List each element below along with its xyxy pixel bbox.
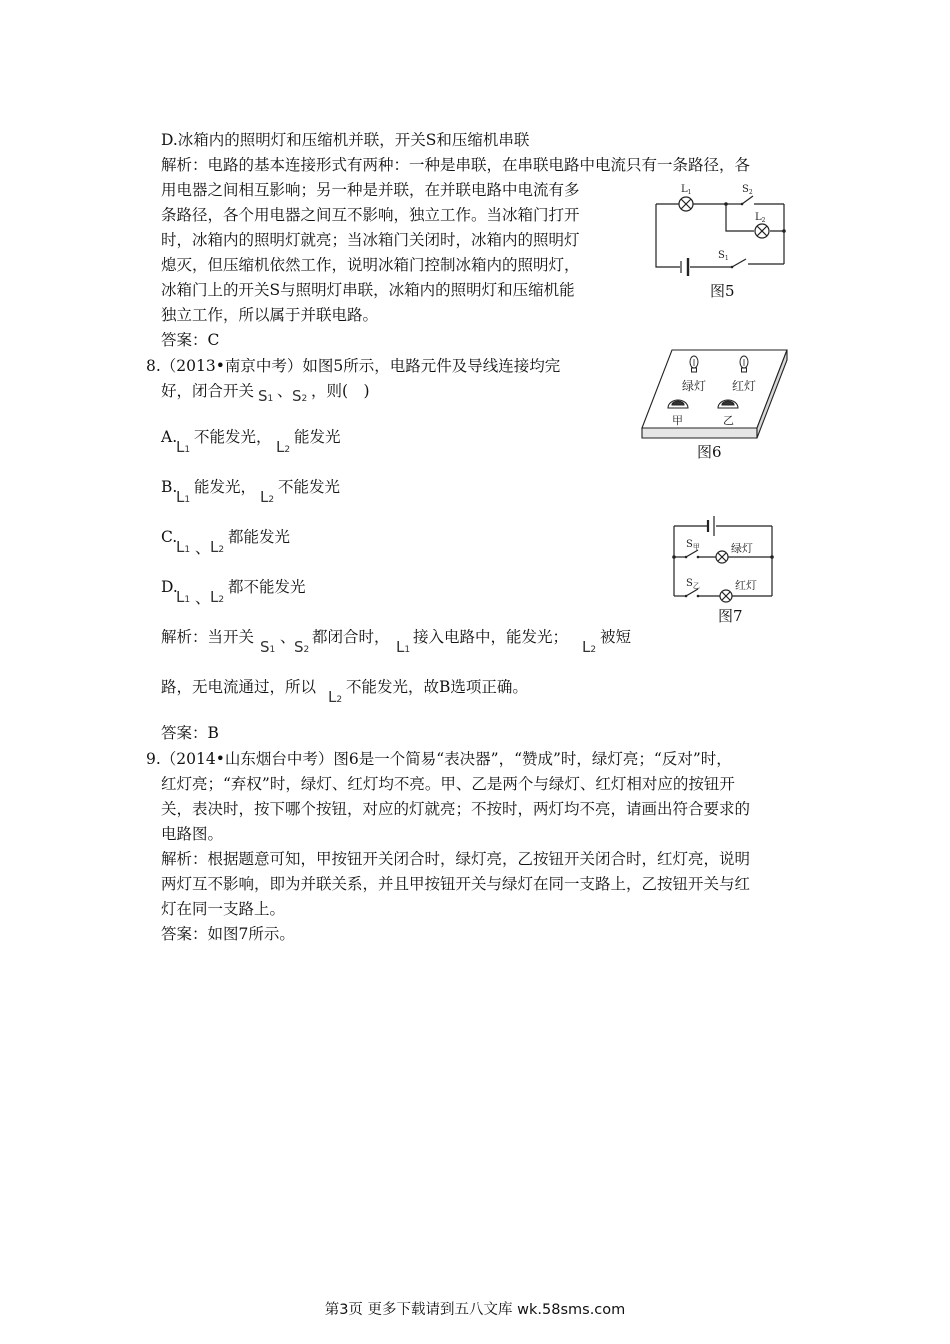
figure-7-circuit <box>668 512 778 604</box>
q9-stem-line-1: 9.（2014•山东烟台中考）图6是一个简易“表决器”，“赞成”时，绿灯亮；“反对”时， <box>146 750 732 768</box>
q8-option-d-label: D. <box>161 578 178 596</box>
q9-stem-line-3: 关，表决时，按下哪个按钮，对应的灯就亮；不按时，两灯均不亮，请画出符合要求的 <box>161 800 751 818</box>
q8-option-a-text-1: 不能发光， <box>194 428 272 446</box>
q9-analysis-line-2: 两灯互不影响，即为并联关系，并且甲按钮开关与绿灯在同一支路上，乙按钮开关与红 <box>161 875 751 893</box>
q8-option-a-label: A. <box>161 428 178 446</box>
symbol-L2: L2 <box>276 438 291 456</box>
q7-analysis-line-5: 熄灭，但压缩机依然工作，说明冰箱门控制冰箱内的照明灯， <box>161 256 580 274</box>
q8-option-d-separator: 、 <box>195 589 211 607</box>
fig5-label-L2: $L_2$ <box>755 212 766 224</box>
q8-analysis-e: 被短 <box>600 628 632 646</box>
q8-option-b-label: B. <box>161 478 178 496</box>
q7-analysis-line-6: 冰箱门上的开关S与照明灯串联，冰箱内的照明灯和压缩机能 <box>161 281 575 299</box>
figure-6-caption: 图6 <box>697 443 722 461</box>
symbol-S1: S1 <box>260 638 276 656</box>
q8-option-b-text-1: 能发光， <box>194 478 257 496</box>
fig6-green-label: 绿灯 <box>682 379 707 393</box>
figure-6-diagram <box>638 344 790 444</box>
fig6-red-label: 红灯 <box>732 379 757 393</box>
symbol-L2: L2 <box>210 538 225 556</box>
q9-stem-line-2: 红灯亮；“弃权”时，绿灯、红灯均不亮。甲、乙是两个与绿灯、红灯相对应的按钮开 <box>161 775 735 793</box>
q8-analysis-line2-b: 不能发光，故B选项正确。 <box>346 678 528 696</box>
fig6-button-a-label: 甲 <box>672 414 683 427</box>
fig6-button-b-label: 乙 <box>723 414 734 427</box>
q7-option-d: D.冰箱内的照明灯和压缩机并联，开关S和压缩机串联 <box>161 131 530 149</box>
fig7-label-S-jia: $S_甲$ <box>686 539 700 551</box>
q7-analysis-line-1: 解析：电路的基本连接形式有两种：一种是串联，在串联电路中电流只有一条路径，各 <box>161 156 751 174</box>
fig5-label-S1: $S_1$ <box>718 250 729 262</box>
figure-6-voting-board <box>638 344 790 444</box>
symbol-L1: L1 <box>176 538 191 556</box>
q8-stem-line-1: 8.（2013•南京中考）如图5所示，电路元件及导线连接均完 <box>146 357 561 375</box>
q8-stem-line-2c: ，则( ) <box>311 382 370 400</box>
q8-option-c-text: 都能发光 <box>228 528 291 546</box>
symbol-L2: L2 <box>328 688 343 706</box>
fig7-label-S-yi: $S_乙$ <box>686 578 700 590</box>
figure-5-diagram <box>650 182 790 277</box>
q8-analysis-d: 接入电路中，能发光； <box>413 628 569 646</box>
q8-answer: 答案：B <box>161 724 219 742</box>
symbol-L1: L1 <box>176 438 191 456</box>
q9-answer: 答案：如图7所示。 <box>161 925 295 943</box>
q9-analysis-line-1: 解析：根据题意可知，甲按钮开关闭合时，绿灯亮，乙按钮开关闭合时，红灯亮，说明 <box>161 850 751 868</box>
q8-option-a-text-2: 能发光 <box>294 428 341 446</box>
fig5-label-L1: $L_1$ <box>681 184 692 196</box>
symbol-L2: L2 <box>210 588 225 606</box>
q8-option-d-text: 都不能发光 <box>228 578 306 596</box>
q9-stem-line-4: 电路图。 <box>161 825 224 843</box>
q8-option-c-label: C. <box>161 528 178 546</box>
page-footer: 第3页 更多下载请到五八文库 wk.58sms.com <box>324 1302 626 1318</box>
q8-stem-line-2a: 好，闭合开关 <box>161 382 255 400</box>
symbol-L2: L2 <box>582 638 597 656</box>
fig5-label-S2: $S_2$ <box>742 184 753 196</box>
q8-analysis-a: 解析：当开关 <box>161 628 255 646</box>
q9-analysis-line-3: 灯在同一支路上。 <box>161 900 286 918</box>
q8-option-c-separator: 、 <box>195 539 211 557</box>
q8-analysis-b: 、 <box>280 628 296 646</box>
symbol-S2: S2 <box>294 638 310 656</box>
q7-answer: 答案：C <box>161 331 220 349</box>
fig7-red-label: 红灯 <box>735 579 757 592</box>
q8-analysis-line2-a: 路，无电流通过，所以 <box>161 678 317 696</box>
q8-analysis-c: 都闭合时， <box>312 628 390 646</box>
figure-5-circuit <box>650 182 790 277</box>
figure-5-caption: 图5 <box>710 282 735 300</box>
symbol-S1: S1 <box>258 387 274 405</box>
symbol-S2: S2 <box>292 387 308 405</box>
q7-analysis-line-2: 用电器之间相互影响；另一种是并联，在并联电路中电流有多 <box>161 181 580 199</box>
q7-analysis-line-4: 时，冰箱内的照明灯就亮；当冰箱门关闭时，冰箱内的照明灯 <box>161 231 580 249</box>
figure-7-caption: 图7 <box>718 607 743 625</box>
q8-stem-line-2b: 、 <box>277 382 293 400</box>
symbol-L2: L2 <box>260 488 275 506</box>
symbol-L1: L1 <box>396 638 411 656</box>
q7-analysis-line-7: 独立工作，所以属于并联电路。 <box>161 306 379 324</box>
q8-option-b-text-2: 不能发光 <box>278 478 341 496</box>
symbol-L1: L1 <box>176 488 191 506</box>
q7-analysis-line-3: 条路径，各个用电器之间互不影响，独立工作。当冰箱门打开 <box>161 206 580 224</box>
symbol-L1: L1 <box>176 588 191 606</box>
fig7-green-label: 绿灯 <box>731 542 753 555</box>
figure-7-diagram <box>668 512 778 604</box>
